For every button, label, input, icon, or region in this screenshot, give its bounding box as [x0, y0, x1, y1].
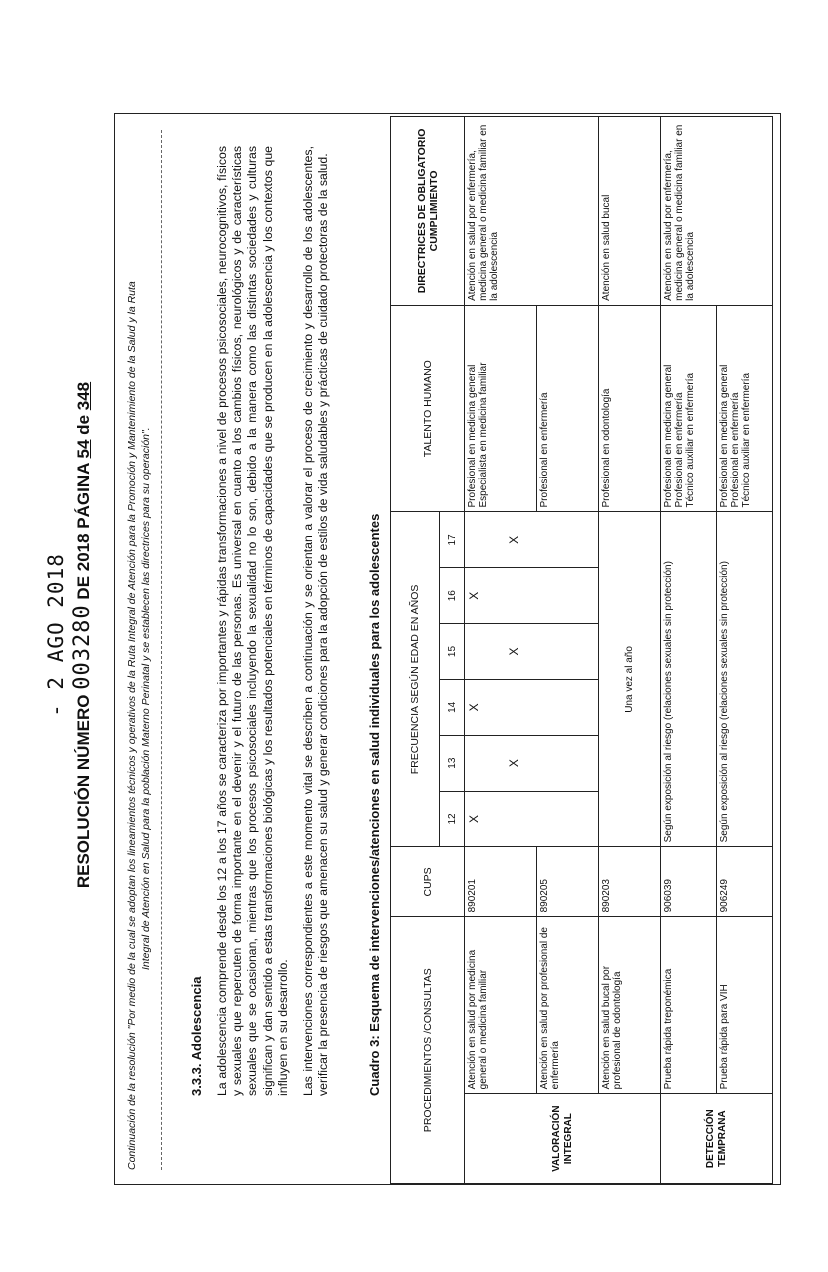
section-valoracion: VALORACIÓN INTEGRAL — [465, 1094, 661, 1184]
freq-cell — [465, 679, 599, 735]
talent-cell — [717, 305, 773, 512]
talent-cell: Profesional en enfermería — [537, 305, 599, 512]
procedure-cell: Prueba rápida para VIH — [717, 917, 773, 1094]
header-directives: DIRECTRICES DE OBLIGATORIO CUMPLIMIENTO — [391, 117, 465, 306]
talent-line: Profesional en medicina general — [719, 364, 730, 508]
mark: X — [507, 535, 521, 544]
page-frame — [114, 113, 781, 1185]
dashed-divider — [161, 130, 162, 1170]
freq-cell — [465, 624, 599, 680]
talent-cell — [465, 305, 537, 512]
mark: X — [507, 759, 521, 768]
procedure-cell: Atención en salud por medicina general o medicina familiar — [465, 917, 537, 1094]
rotated-page — [34, 65, 794, 1205]
frequency-span-cell: Según exposición al riesgo (relaciones sexuales sin protección) — [661, 512, 717, 847]
header-frequency: FRECUENCIA SEGÚN EDAD EN AÑOS — [391, 512, 440, 847]
table-row — [599, 117, 661, 1184]
talent-line: Técnico auxiliar en enfermería — [685, 372, 696, 508]
frequency-span-cell: Una vez al año — [599, 512, 661, 847]
age-13: 13 — [440, 735, 465, 791]
age-17: 17 — [440, 512, 465, 568]
mark: X — [467, 814, 481, 823]
cups-cell: 906249 — [717, 847, 773, 917]
talent-line: Técnico auxiliar en enfermería — [741, 372, 752, 508]
continuation-line-1: Continuación de la resolución "Por medio de la cual se adoptan los lineamientos técnicos y operativos de la Ruta Integral de Atención para la Promoción y Mantenimiento de la Salud y la Ruta — [126, 281, 138, 1170]
talent-cell: Profesional en odontología — [599, 305, 661, 512]
interventions-table — [390, 116, 773, 1184]
procedure-cell: Atención en salud bucal por profesional de odontología — [599, 917, 661, 1094]
mark: X — [467, 703, 481, 712]
freq-cell — [465, 568, 599, 624]
age-16: 16 — [440, 568, 465, 624]
talent-line: Profesional en enfermería — [674, 392, 685, 508]
header-cups: CUPS — [391, 847, 465, 917]
frequency-span-cell: Según exposición al riesgo (relaciones sexuales sin protección) — [717, 512, 773, 847]
procedure-cell: Prueba rápida treponémica — [661, 917, 717, 1094]
mark: X — [467, 591, 481, 600]
age-12: 12 — [440, 791, 465, 847]
continuation-line-2: Integral de Atención en Salud para la población Materno Perinatal y se establecen las directrices para su operación". — [140, 427, 152, 970]
resolution-middle: DE 2018 PÁGINA — [74, 463, 93, 600]
directive-cell: Atención en salud bucal — [599, 117, 661, 306]
freq-cell — [465, 512, 599, 568]
stamp-date: - 2 AGO 2018 — [44, 553, 68, 717]
resolution-prefix: RESOLUCIÓN NÚMERO — [74, 694, 93, 889]
procedure-cell: Atención en salud por profesional de enfermería — [537, 917, 599, 1094]
talent-line: Profesional en medicina general — [663, 364, 674, 508]
talent-cell — [661, 305, 717, 512]
page-total: 348 — [74, 381, 93, 411]
cups-cell: 890205 — [537, 847, 599, 917]
resolution-header — [44, 65, 102, 1205]
cups-cell: 890203 — [599, 847, 661, 917]
cups-cell: 906039 — [661, 847, 717, 917]
table-header-row — [391, 117, 440, 1184]
header-talent: TALENTO HUMANO — [391, 305, 465, 512]
mark: X — [507, 647, 521, 656]
section-title: 3.3.3. Adolescencia — [189, 976, 204, 1096]
continuation-note — [125, 130, 153, 1170]
directive-cell: Atención en salud por enfermería, medicina general o medicina familiar en la adolescencia — [661, 117, 773, 306]
cups-cell: 890201 — [465, 847, 537, 917]
talent-line: Profesional en medicina general — [467, 364, 478, 508]
paragraph-2: Las intervenciones correspondientes a este momento vital se describen a continuación y se orientan a valorar el proceso de crecimiento y desarrollo de los adolescentes, verificar la presencia de riesgos que amenacen su salud y generar condiciones para la adopción de estilos de vida saludables y prácticas de cuidado protectoras de la salud. — [301, 146, 331, 1096]
freq-cell — [465, 735, 599, 791]
age-14: 14 — [440, 679, 465, 735]
talent-line: Profesional en enfermería — [730, 392, 741, 508]
talent-line: Especialista en medicina familiar — [478, 362, 489, 508]
table-row — [465, 117, 537, 1184]
directive-cell: Atención en salud por enfermería, medicina general o medicina familiar en la adolescencia — [465, 117, 599, 306]
age-15: 15 — [440, 624, 465, 680]
resolution-number: 003280 — [70, 604, 95, 690]
header-procedures: PROCEDIMIENTOS /CONSULTAS — [391, 917, 465, 1184]
page-of: de — [74, 414, 93, 435]
paragraph-1: La adolescencia comprende desde los 12 a los 17 años se caracteriza por importantes y rápidas transformaciones a nivel de procesos psicosociales, neurocognitivos, físicos y sexuales que repercuten de forma importante en el devenir y el futuro de las personas. Es universal en cuanto a los cambios físicos, neurológicos y de características sexuales que se ocasionan, mientras que los procesos psicosociales incluyendo la sexualidad no lo son, debido a la manera como las distintas sociedades y culturas significan y dan sentido a estas transformaciones biológicas y los resultados potenciales en términos de capacidades que se producen en la adolescencia y los contextos que influyen en su desarrollo. — [215, 146, 290, 1096]
table-title: Cuadro 3: Esquema de intervenciones/atenciones en salud individuales para los adolescentes — [367, 513, 382, 1096]
freq-cell — [465, 791, 599, 847]
table-row — [661, 117, 717, 1184]
resolution-line — [70, 65, 95, 1205]
page-number: 54 — [74, 439, 93, 459]
section-deteccion: DETECCIÓN TEMPRANA — [661, 1094, 773, 1184]
